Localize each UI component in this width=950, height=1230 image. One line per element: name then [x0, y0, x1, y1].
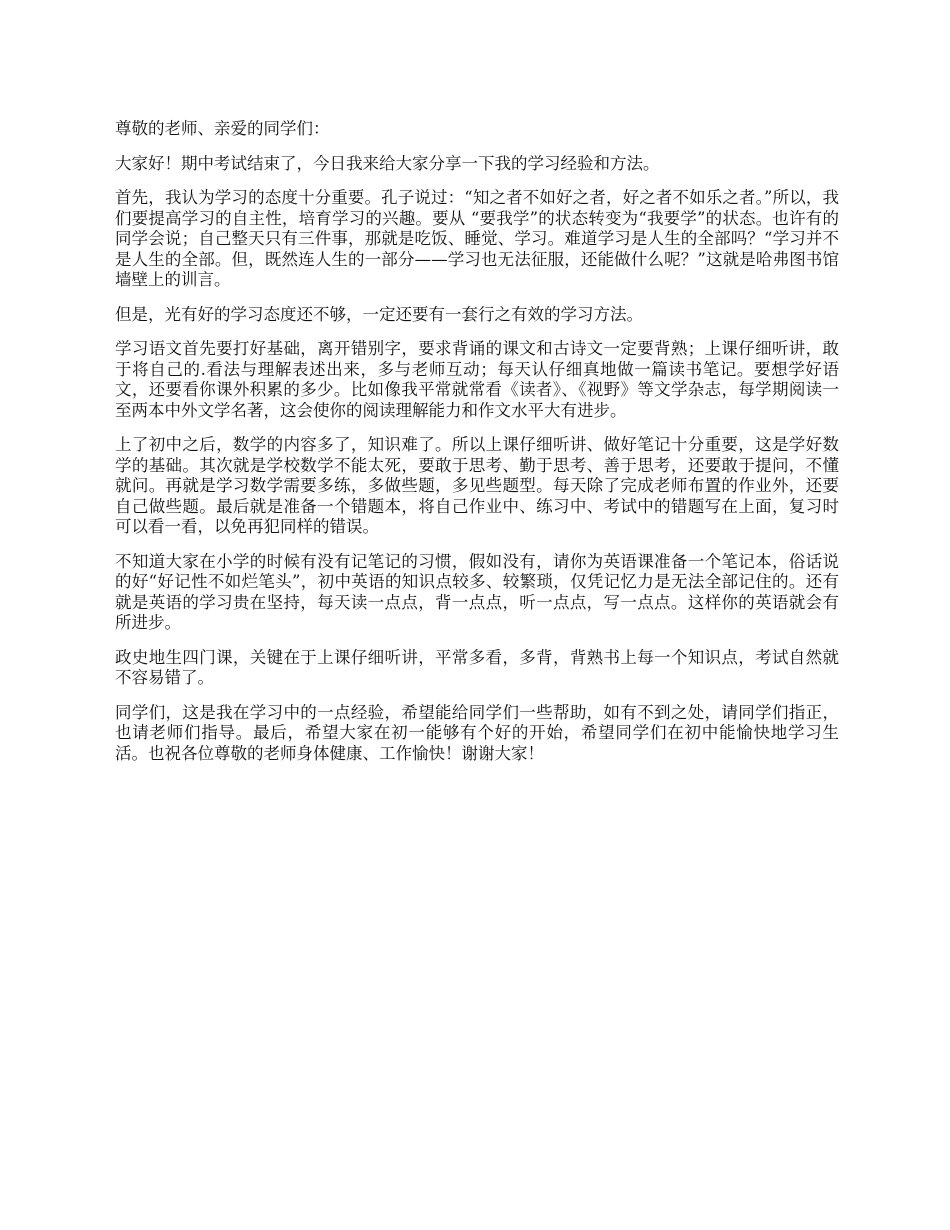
paragraph-attitude: 首先，我认为学习的态度十分重要。孔子说过：“知之者不如好之者，好之者不如乐之者。”所以，我们要提高学习的自主性，培育学习的兴趣。要从 “要我学”的状态转变为“我要学”的状态。也许有的同学会说；自己整天只有三件事，那就是吃饭、睡觉、学习。难道学习是人生的全部吗？“学习并不是人生的全部。但，既然连人生的一部分——学习也无法征服，还能做什么呢？”这就是哈弗图书馆墙壁上的训言。	[115, 188, 839, 289]
paragraph-chinese: 学习语文首先要打好基础，离开错别字，要求背诵的课文和古诗文一定要背熟；上课仔细听讲，敢于将自己的.看法与理解表述出来，多与老师互动；每天认仔细真地做一篇读书笔记。要想学好语文，还要看你课外积累的多少。比如像我平常就常看《读者》、《视野》等文学杂志，每学期阅读一至两本中外文学名著，这会使你的阅读理解能力和作文水平大有进步。	[115, 339, 839, 420]
paragraph-method-intro: 但是，光有好的学习态度还不够，一定还要有一套行之有效的学习方法。	[115, 304, 643, 324]
paragraph-greeting: 大家好！期中考试结束了，今日我来给大家分享一下我的学习经验和方法。	[115, 153, 660, 173]
paragraph-math: 上了初中之后，数学的内容多了，知识难了。所以上课仔细听讲、做好笔记十分重要，这是学好数学的基础。其次就是学校数学不能太死，要敢于思考、勤于思考、善于思考，还要敢于提问，不懂就问。再就是学习数学需要多练，多做些题，多见些题型。每天除了完成老师布置的作业外，还要自己做些题。最后就是准备一个错题本，将自己作业中、练习中、考试中的错题写在上面，复习时可以看一看，以免再犯同样的错误。	[115, 435, 839, 536]
paragraph-english: 不知道大家在小学的时候有没有记笔记的习惯，假如没有，请你为英语课准备一个笔记本，俗话说的好“好记性不如烂笔头”，初中英语的知识点较多、较繁琐，仅凭记忆力是无法全部记住的。还有就是英语的学习贵在坚持，每天读一点点，背一点点，听一点点，写一点点。这样你的英语就会有所进步。	[115, 551, 839, 632]
salutation: 尊敬的老师、亲爱的同学们：	[115, 119, 330, 138]
document-body	[115, 119, 839, 778]
paragraph-other-subjects: 政史地生四门课，关键在于上课仔细听讲，平常多看，多背，背熟书上每一个知识点，考试自然就不容易错了。	[115, 647, 839, 687]
paragraph-closing: 同学们，这是我在学习中的一点经验，希望能给同学们一些帮助，如有不到之处，请同学们指正，也请老师们指导。最后，希望大家在初一能够有个好的开始，希望同学们在初中能愉快地学习生活。也祝各位尊敬的老师身体健康、工作愉快！谢谢大家！	[115, 702, 839, 763]
